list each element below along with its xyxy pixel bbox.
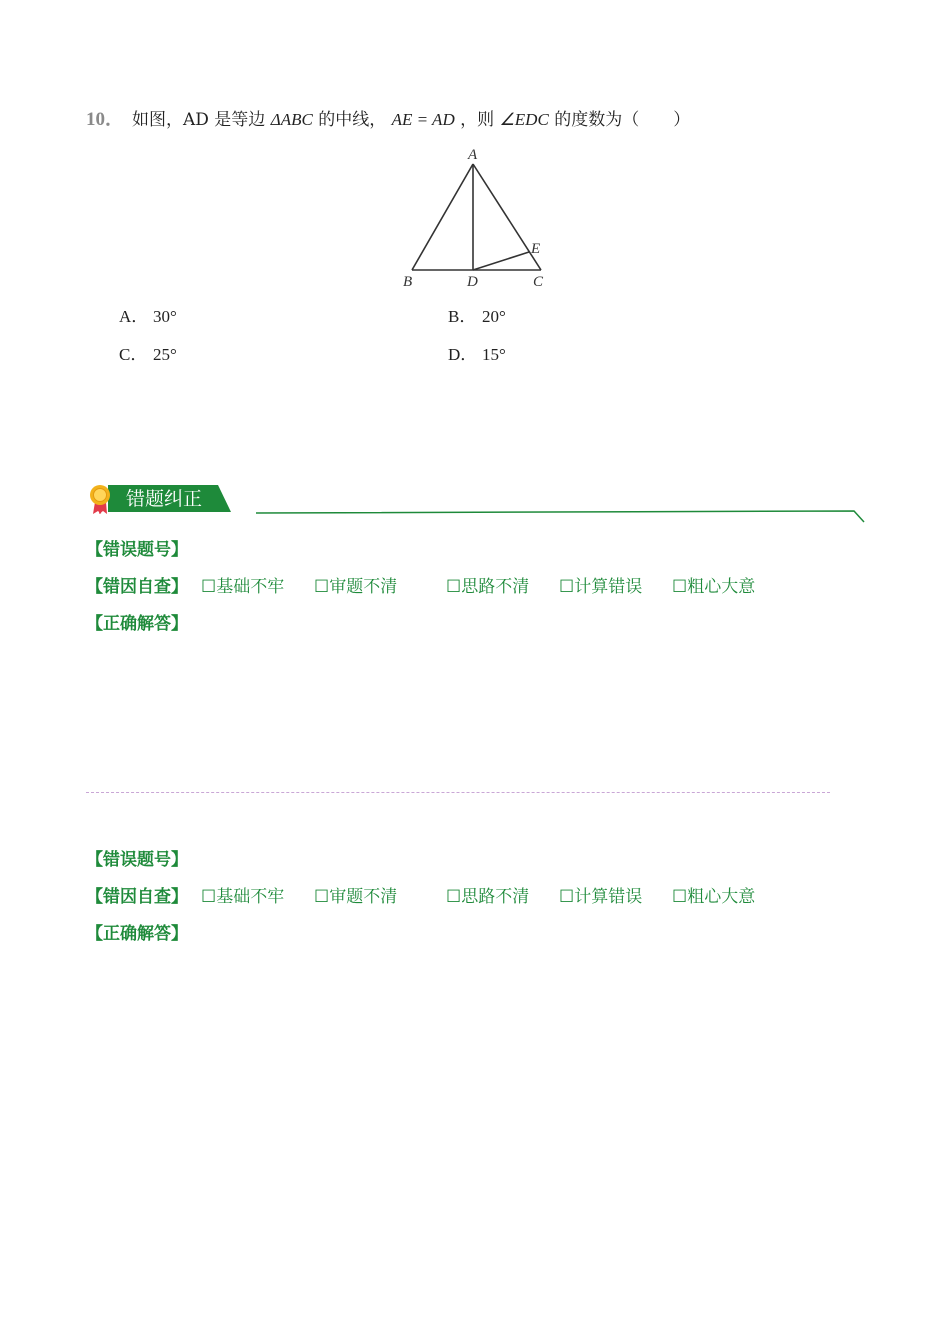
option-value: 30° [153,307,177,326]
question-text-part1: 如图，AD 是等边 [132,110,266,130]
option-letter: D． [448,345,478,364]
label-c: C [533,274,544,290]
option-letter: B． [448,307,477,326]
condition-expression: AE = AD [391,110,455,129]
option-letter: C． [119,345,148,364]
correct-answer-label: 【正确解答】 [86,614,188,634]
option-value: 15° [482,345,506,364]
question-text-part2: 的中线， [318,110,387,130]
label-e: E [531,241,541,257]
section-banner [88,482,878,528]
label-d: D [467,274,478,290]
cause-checkbox-thinking[interactable]: ☐思路不清 [446,887,530,907]
triangle-figure [398,144,558,294]
question-text-part4: 的度数为（ ） [554,110,691,130]
question-text-part3: ，则 [460,110,495,130]
error-number-label: 【错误题号】 [86,540,188,560]
cause-checkbox-calculation[interactable]: ☐计算错误 [559,577,643,597]
option-b[interactable] [448,302,506,327]
cause-checkbox-carelessness[interactable]: ☐粗心大意 [672,577,756,597]
cause-checkbox-carelessness[interactable]: ☐粗心大意 [672,887,756,907]
dashed-divider [86,792,830,793]
question-text [132,105,690,130]
cause-checkbox-thinking[interactable]: ☐思路不清 [446,577,530,597]
section-title: 错题纠正 [126,488,203,510]
option-value: 20° [482,307,506,326]
banner-line [256,511,864,522]
error-number-label: 【错误题号】 [86,850,188,870]
cause-checkbox-reading[interactable]: ☐审题不清 [314,577,398,597]
side-ab [412,164,473,270]
option-letter: A． [119,307,149,326]
label-a: A [468,147,478,163]
cause-checkbox-basics[interactable]: ☐基础不牢 [201,887,285,907]
cause-checkbox-basics[interactable]: ☐基础不牢 [201,577,285,597]
medal-icon [90,485,110,514]
triangle-expression: ΔABC [270,110,313,129]
option-c[interactable] [119,340,177,365]
label-b: B [403,274,413,290]
option-a[interactable] [119,302,177,327]
option-value: 25° [153,345,177,364]
error-cause-label: 【错因自查】 [86,577,188,597]
correct-answer-label: 【正确解答】 [86,924,188,944]
cause-checkbox-reading[interactable]: ☐审题不清 [314,887,398,907]
question-number: 10． [86,109,125,130]
segment-de [473,252,529,270]
error-cause-label: 【错因自查】 [86,887,188,907]
cause-checkbox-calculation[interactable]: ☐计算错误 [559,887,643,907]
angle-expression: ∠EDC [499,110,549,129]
option-d[interactable] [448,340,506,365]
